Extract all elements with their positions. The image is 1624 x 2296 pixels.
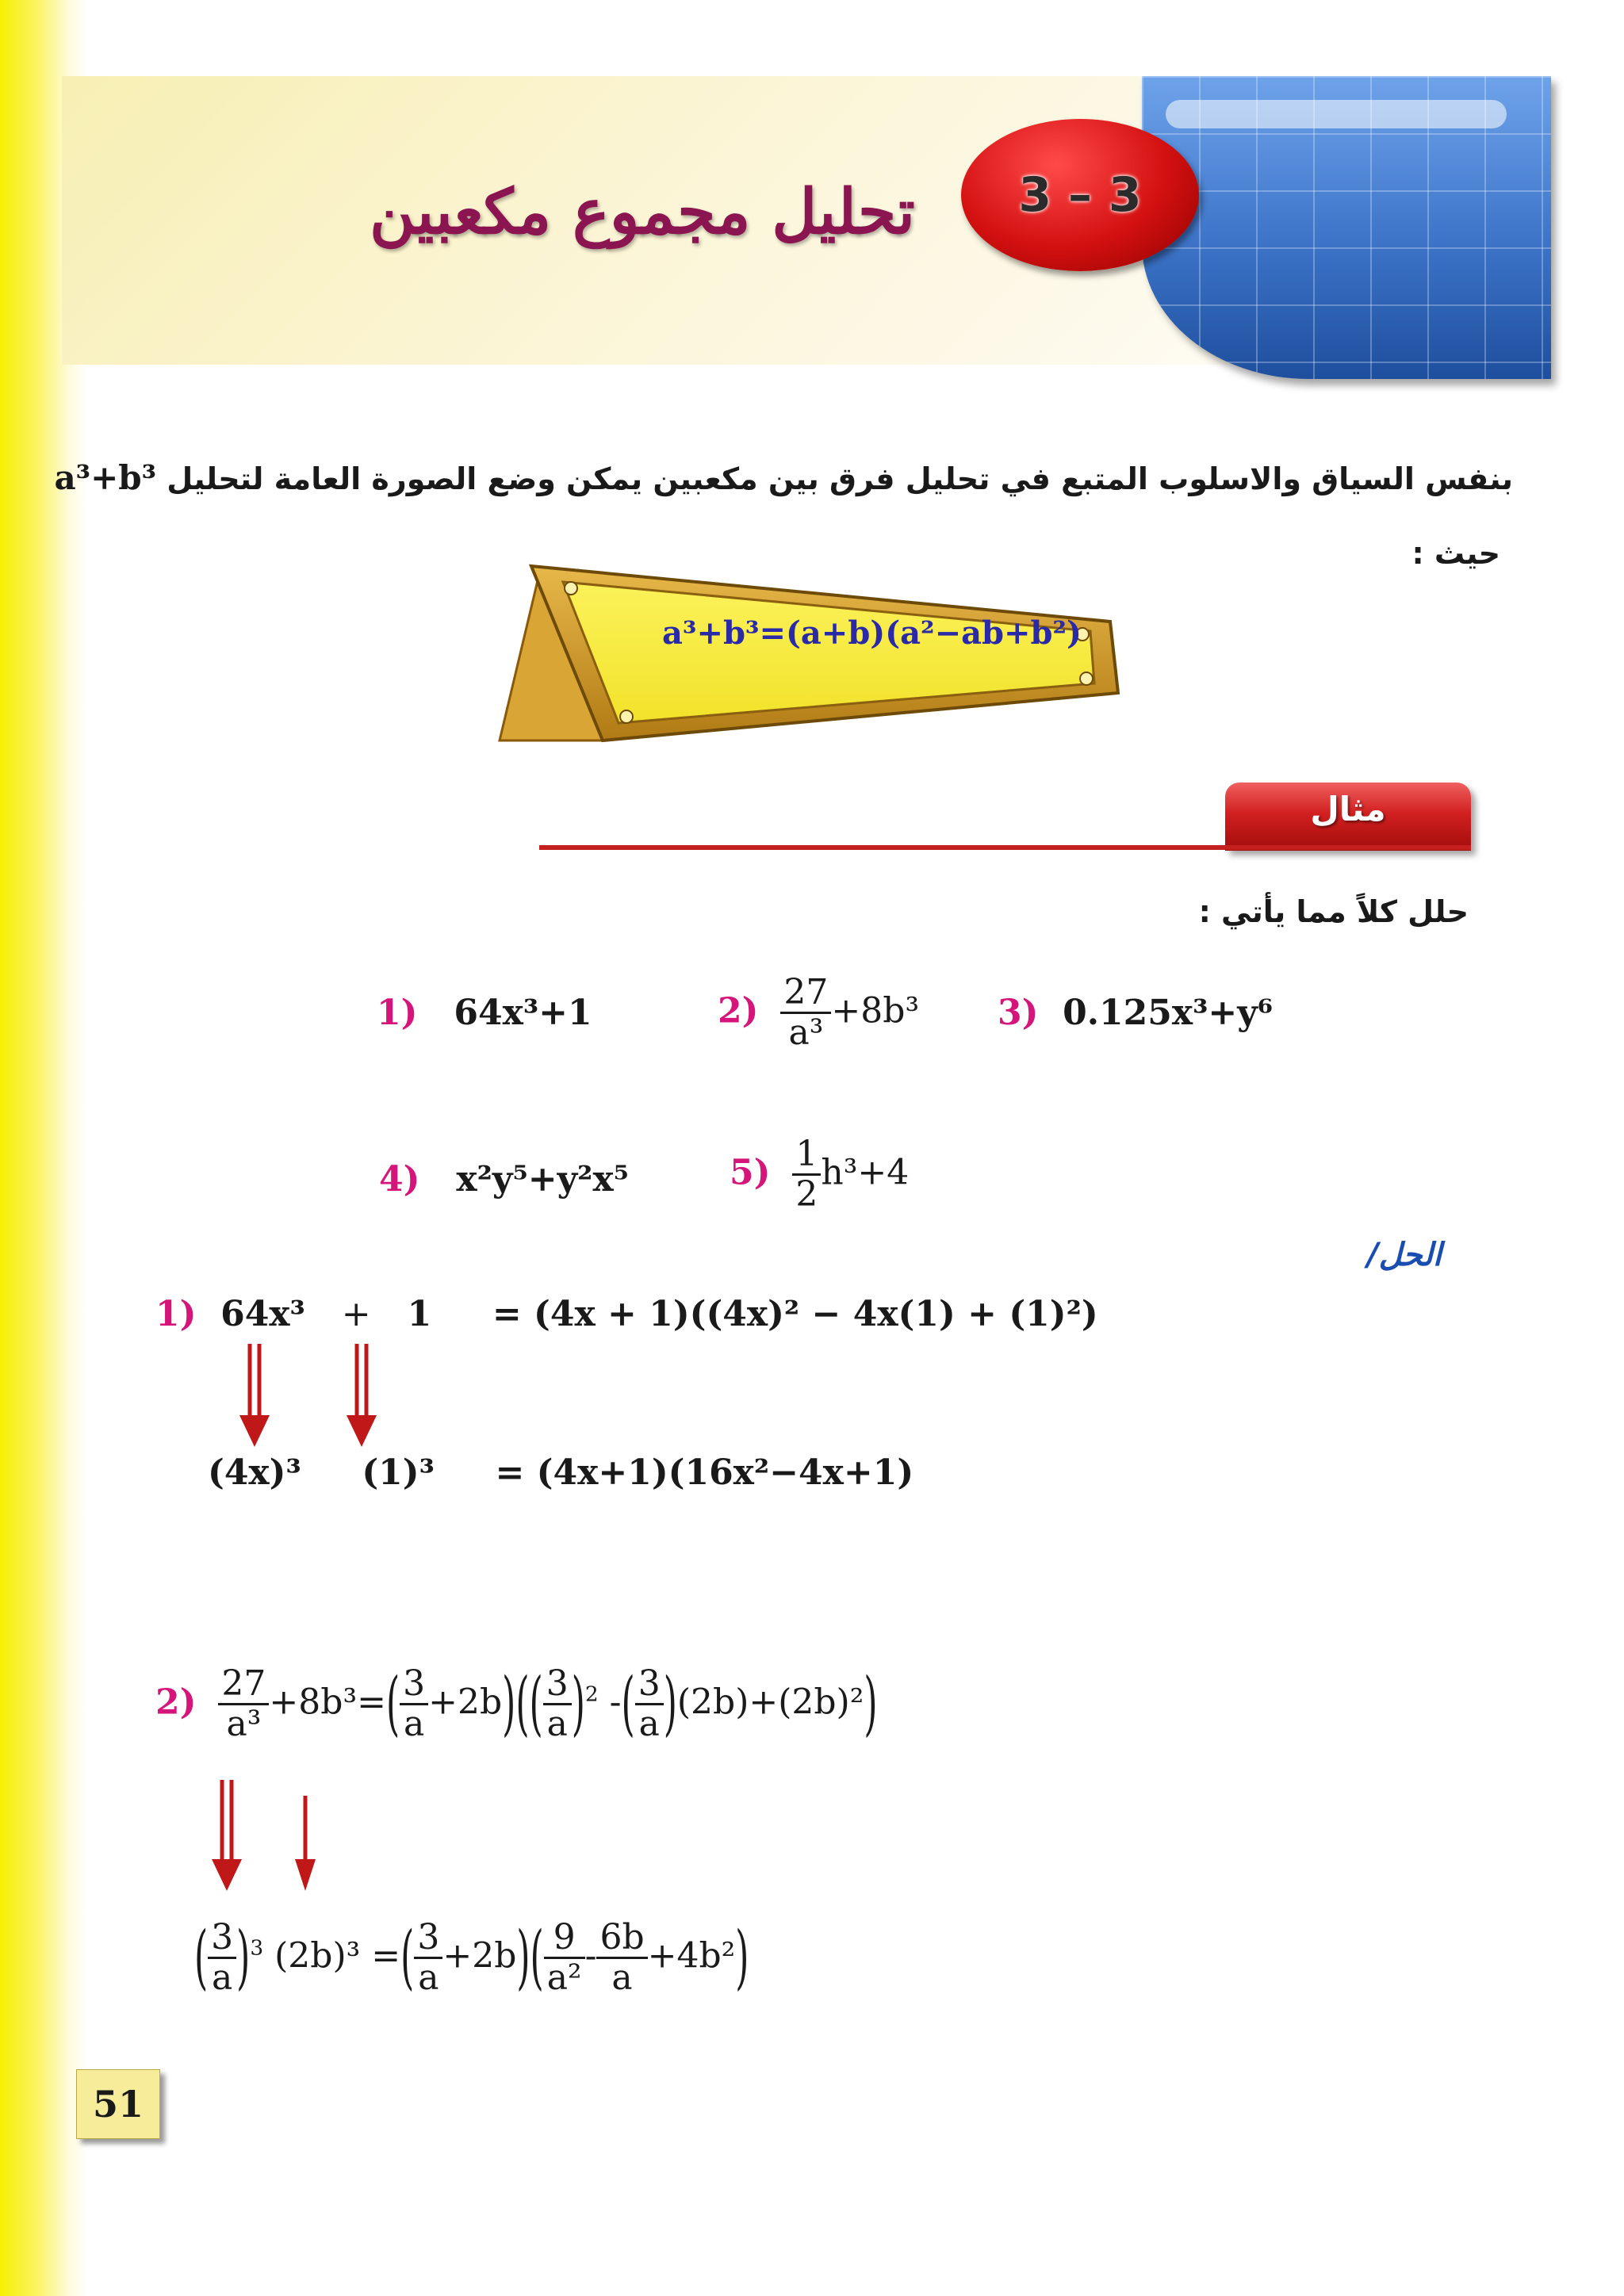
solution-2-line-2: ( $\frac{3}{a}$ )$^3$ (2b)³ =( $\frac{3}{a}$ +2b)( $\frac{9}{\text{a²}}$ - $\frac{6b}{a}$ +4b²) xyxy=(194,1917,749,1999)
problem-2: 2) $\frac{27}{\text{a³}}$ +8b³ xyxy=(718,972,920,1054)
header-grid-shine xyxy=(1166,100,1507,128)
problem-1: 1) 64x³+1 xyxy=(377,993,592,1033)
solution-label: الحل/ xyxy=(1366,1237,1442,1273)
page-number: 51 xyxy=(92,2083,144,2126)
example-prompt: حلل كلاً مما يأتي : xyxy=(1198,894,1469,929)
solution-2-line-1: 2) $\frac{27}{\text{a³}}$ +8b³=( $\frac{3}{a}$ +2b)(( $\frac{3}{a}$ )$^2$ -( $\frac{3}{a}$ )(2b)+(2b)²) xyxy=(155,1663,878,1745)
intro-text: بنفس السياق والاسلوب المتبع في تحليل فرق بين مكعبين يمكن وضع الصورة العامة لتحليل xyxy=(167,461,1513,496)
intro-formula: a³+b³ xyxy=(54,458,157,497)
solution-1-line-2: (4x)³ (1)³ = (4x+1)(16x²−4x+1) xyxy=(208,1452,914,1493)
problem-5: 5) $\frac{1}{2}$ h³+4 xyxy=(730,1134,910,1215)
lesson-number-badge xyxy=(961,119,1199,271)
solution-2-arrows xyxy=(202,1776,345,1895)
problem-4: 4) x²y⁵+y²x⁵ xyxy=(379,1159,629,1200)
example-label: مثال xyxy=(1310,790,1386,828)
problem-3: 3) 0.125x³+y⁶ xyxy=(998,993,1274,1033)
solution-1-arrows xyxy=(230,1340,389,1451)
solution-1-line-1: 1) 64x³ + 1 = (4x + 1)((4x)² − 4x(1) + (1)²) xyxy=(155,1294,1098,1334)
sum-of-cubes-formula: a³+b³=(a+b)(a²−ab+b²) xyxy=(662,614,1082,652)
lesson-title: تحليل مجموع مكعبين xyxy=(370,176,915,248)
where-label: حيث : xyxy=(1411,536,1500,571)
example-divider xyxy=(539,845,1471,850)
page-number-box xyxy=(76,2069,160,2139)
intro-paragraph xyxy=(54,458,1513,497)
lesson-number: 3 – 3 xyxy=(1018,167,1142,223)
